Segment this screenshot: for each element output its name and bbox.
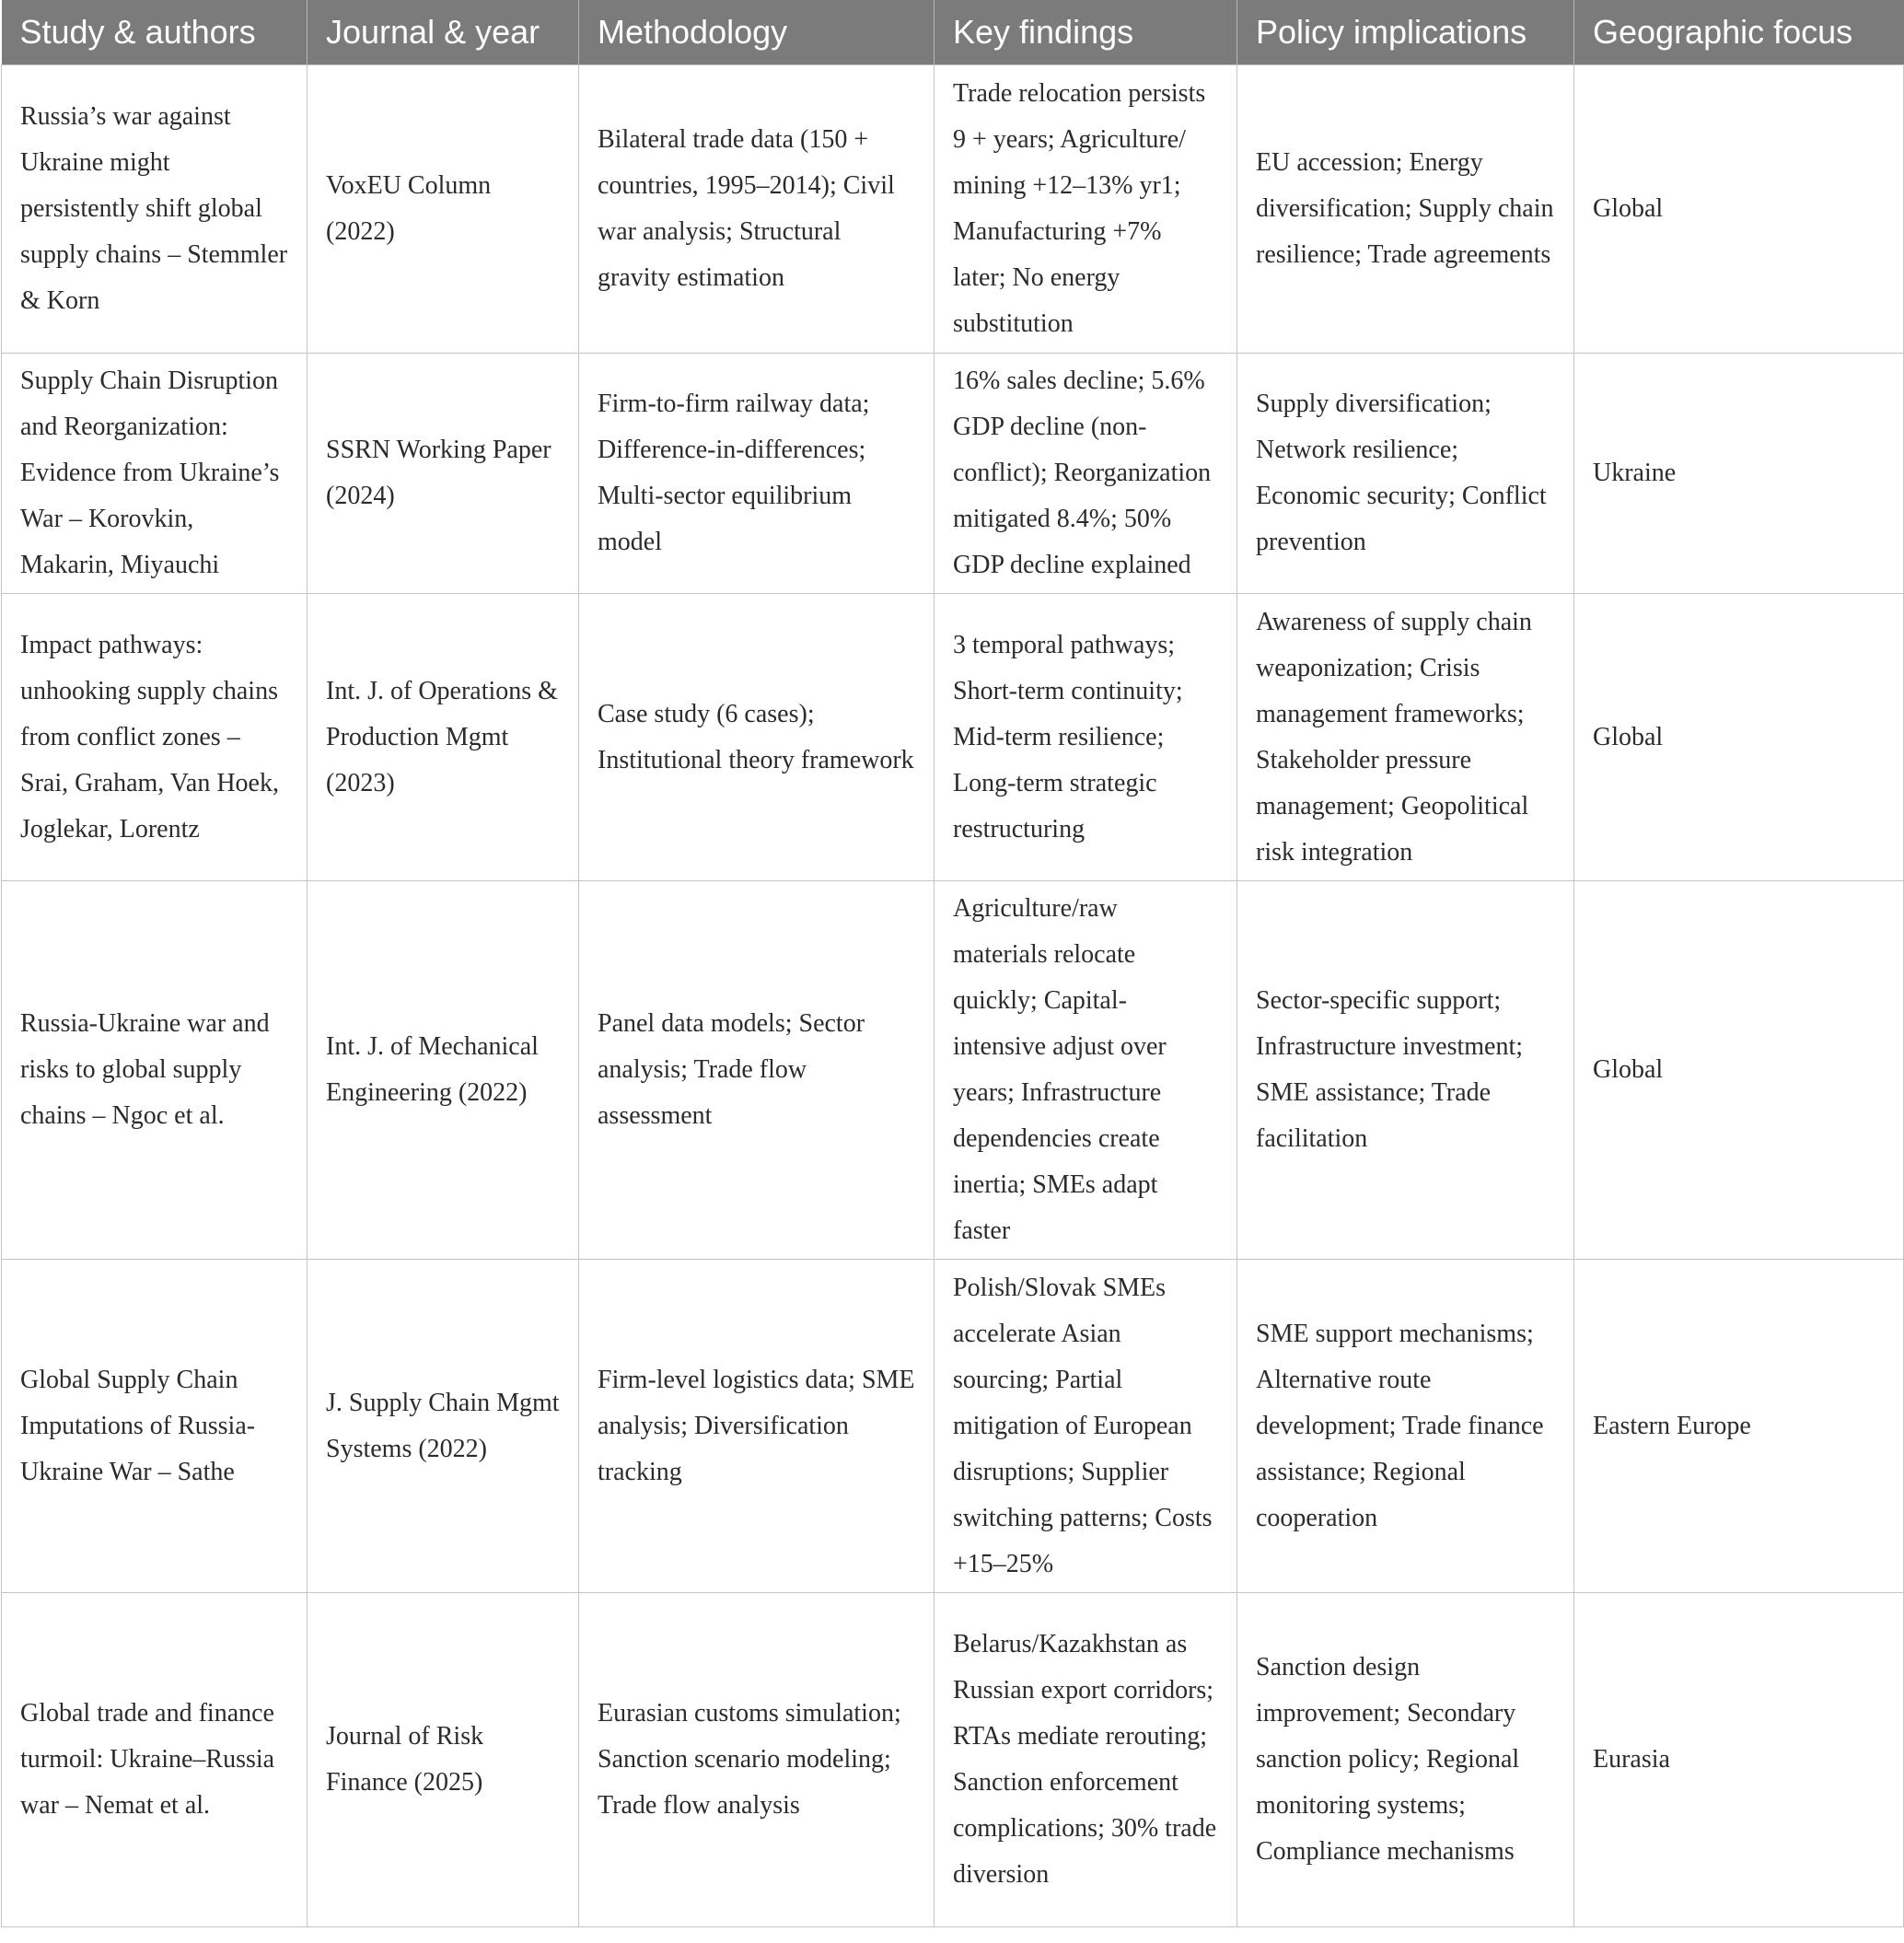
cell-findings: 3 temporal pathways; Short-term continuity; Mid-term resilience; Long-term strategic restructuring [935,594,1237,881]
header-findings: Key findings [935,0,1237,65]
cell-journal: Journal of Risk Finance (2025) [308,1593,579,1927]
cell-study: Russia’s war against Ukraine might persistently shift global supply chains – Stemmler & Korn [2,65,308,354]
cell-policy: EU accession; Energy diversification; Supply chain resilience; Trade agreements [1237,65,1574,354]
cell-findings: 16% sales decline; 5.6% GDP decline (non-conflict); Reorganization mitigated 8.4%; 50% GDP decline explained [935,354,1237,594]
cell-journal: VoxEU Column (2022) [308,65,579,354]
header-study: Study & authors [2,0,308,65]
cell-methodology: Firm-to-firm railway data; Difference-in-differences; Multi-sector equilibrium model [579,354,935,594]
header-row [2,0,1904,65]
cell-findings: Trade relocation persists 9 + years; Agriculture/ mining +12–13% yr1; Manufacturing +7% later; No energy substitution [935,65,1237,354]
table-row [2,65,1904,354]
header-focus: Geographic focus [1574,0,1904,65]
table-row [2,594,1904,881]
cell-focus: Eastern Europe [1574,1260,1904,1593]
header-journal: Journal & year [308,0,579,65]
cell-journal: SSRN Working Paper (2024) [308,354,579,594]
cell-policy: Supply diversification; Network resilience; Economic security; Conflict prevention [1237,354,1574,594]
table-row [2,1260,1904,1593]
cell-findings: Belarus/Kazakhstan as Russian export corridors; RTAs mediate rerouting; Sanction enforcement complications; 30% trade diversion [935,1593,1237,1927]
table-row [2,881,1904,1260]
header-methodology: Methodology [579,0,935,65]
table-row [2,1593,1904,1927]
cell-focus: Global [1574,65,1904,354]
cell-policy: Sanction design improvement; Secondary sanction policy; Regional monitoring systems; Compliance mechanisms [1237,1593,1574,1927]
cell-methodology: Eurasian customs simulation; Sanction scenario modeling; Trade flow analysis [579,1593,935,1927]
cell-study: Global Supply Chain Imputations of Russia-Ukraine War – Sathe [2,1260,308,1593]
cell-focus: Global [1574,594,1904,881]
cell-methodology: Bilateral trade data (150 + countries, 1995–2014); Civil war analysis; Structural gravity estimation [579,65,935,354]
cell-methodology: Case study (6 cases); Institutional theory framework [579,594,935,881]
cell-journal: Int. J. of Mechanical Engineering (2022) [308,881,579,1260]
cell-policy: Awareness of supply chain weaponization; Crisis management frameworks; Stakeholder pressure management; Geopolitical risk integration [1237,594,1574,881]
cell-focus: Ukraine [1574,354,1904,594]
cell-policy: Sector-specific support; Infrastructure investment; SME assistance; Trade facilitation [1237,881,1574,1260]
cell-findings: Polish/Slovak SMEs accelerate Asian sourcing; Partial mitigation of European disruptions; Supplier switching patterns; Costs +15–25% [935,1260,1237,1593]
cell-study: Global trade and finance turmoil: Ukraine–Russia war – Nemat et al. [2,1593,308,1927]
cell-journal: J. Supply Chain Mgmt Systems (2022) [308,1260,579,1593]
literature-table [1,0,1904,1927]
cell-policy: SME support mechanisms; Alternative route development; Trade finance assistance; Regional cooperation [1237,1260,1574,1593]
cell-methodology: Firm-level logistics data; SME analysis; Diversification tracking [579,1260,935,1593]
table-header [2,0,1904,65]
table-row [2,354,1904,594]
header-policy: Policy implications [1237,0,1574,65]
cell-findings: Agriculture/raw materials relocate quickly; Capital-intensive adjust over years; Infrastructure dependencies create inertia; SMEs adapt faster [935,881,1237,1260]
cell-study: Russia-Ukraine war and risks to global supply chains – Ngoc et al. [2,881,308,1260]
cell-focus: Global [1574,881,1904,1260]
cell-journal: Int. J. of Operations & Production Mgmt (2023) [308,594,579,881]
cell-methodology: Panel data models; Sector analysis; Trade flow assessment [579,881,935,1260]
cell-study: Impact pathways: unhooking supply chains from conflict zones – Srai, Graham, Van Hoek, Joglekar, Lorentz [2,594,308,881]
table-body [2,65,1904,1927]
cell-study: Supply Chain Disruption and Reorganization: Evidence from Ukraine’s War – Korovkin, Makarin, Miyauchi [2,354,308,594]
cell-focus: Eurasia [1574,1593,1904,1927]
